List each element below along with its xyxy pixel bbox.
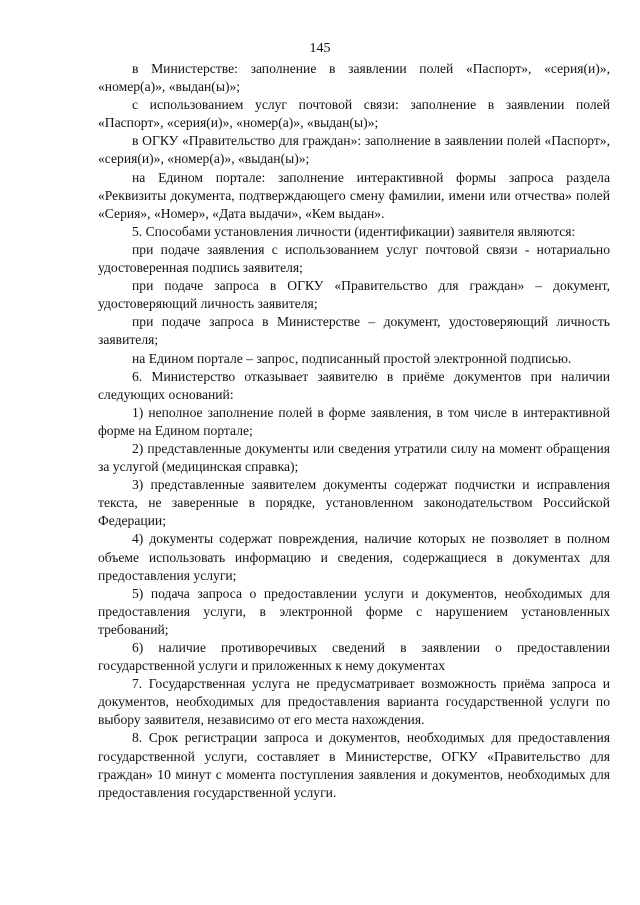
paragraph-item-6: 6. Министерство отказывает заявителю в приёме документов при наличии следующих оснований: (98, 368, 610, 402)
paragraph-refusal-1: 1) неполное заполнение полей в форме заявления, в том числе в интерактивной форме на Едином портале; (98, 404, 610, 438)
paragraph-refusal-3: 3) представленные заявителем документы содержат подчистки и исправления текста, не заверенные в порядке, установленном законодательством Российской Федерации; (98, 477, 610, 529)
paragraph-portal-fields: на Едином портале: заполнение интерактивной формы запроса раздела «Реквизиты документа, подтверждающего смену фамилии, имени или отчества» полей «Серия», «Номер», «Дата выдачи», «Кем выдан». (98, 169, 610, 221)
paragraph-item-7: 7. Государственная услуга не предусматривает возможность приёма запроса и документов, необходимых для предоставления варианта государственной услуги по выбору заявителя, независимо от его места нахождения. (98, 676, 610, 728)
paragraph-ministry-identification: при подаче запроса в Министерстве – документ, удостоверяющий личность заявителя; (98, 314, 610, 348)
paragraph-item-8: 8. Срок регистрации запроса и документов, необходимых для предоставления государственной услуги, составляет в Министерстве, ОГКУ «Правительство для граждан» 10 минут с момента поступления заявления и документов, необходимых для предоставления государственной услуги. (98, 730, 610, 800)
paragraph-refusal-4: 4) документы содержат повреждения, наличие которых не позволяет в полном объеме использовать информацию и сведения, содержащиеся в документах для предоставления услуги; (98, 531, 610, 583)
paragraph-refusal-6: 6) наличие противоречивых сведений в заявлении о предоставлении государственной услуги и приложенных к нему документах (98, 640, 610, 674)
paragraph-portal-identification: на Едином портале – запрос, подписанный простой электронной подписью. (132, 350, 572, 366)
page-number: 145 (309, 41, 331, 56)
paragraph-item-5: 5. Способами установления личности (идентификации) заявителя являются: (132, 223, 576, 239)
paragraph-ministry-fields: в Министерстве: заполнение в заявлении полей «Паспорт», «серия(и)», «номер(а)», «выдан(ы)»; (98, 61, 610, 95)
paragraph-ogku-fields: в ОГКУ «Правительство для граждан»: заполнение в заявлении полей «Паспорт», «серия(и)», «номер(а)», «выдан(ы)»; (98, 133, 610, 167)
paragraph-refusal-2: 2) представленные документы или сведения утратили силу на момент обращения за услугой (медицинская справка); (98, 440, 610, 475)
paragraph-ogku-identification: при подаче запроса в ОГКУ «Правительство для граждан» – документ, удостоверяющий личность заявителя; (98, 278, 610, 312)
paragraph-postal-fields: с использованием услуг почтовой связи: заполнение в заявлении полей «Паспорт», «серия(и)», «номер(а)», «выдан(ы)»; (98, 97, 610, 131)
paragraph-refusal-5: 5) подача запроса о предоставлении услуги и документов, необходимых для предоставления услуги, в электронной форме с нарушением установленных требований; (98, 585, 610, 637)
document-body (98, 60, 610, 802)
paragraph-postal-identification: при подаче заявления с использованием услуг почтовой связи - нотариально удостоверенная подпись заявителя; (98, 241, 610, 276)
